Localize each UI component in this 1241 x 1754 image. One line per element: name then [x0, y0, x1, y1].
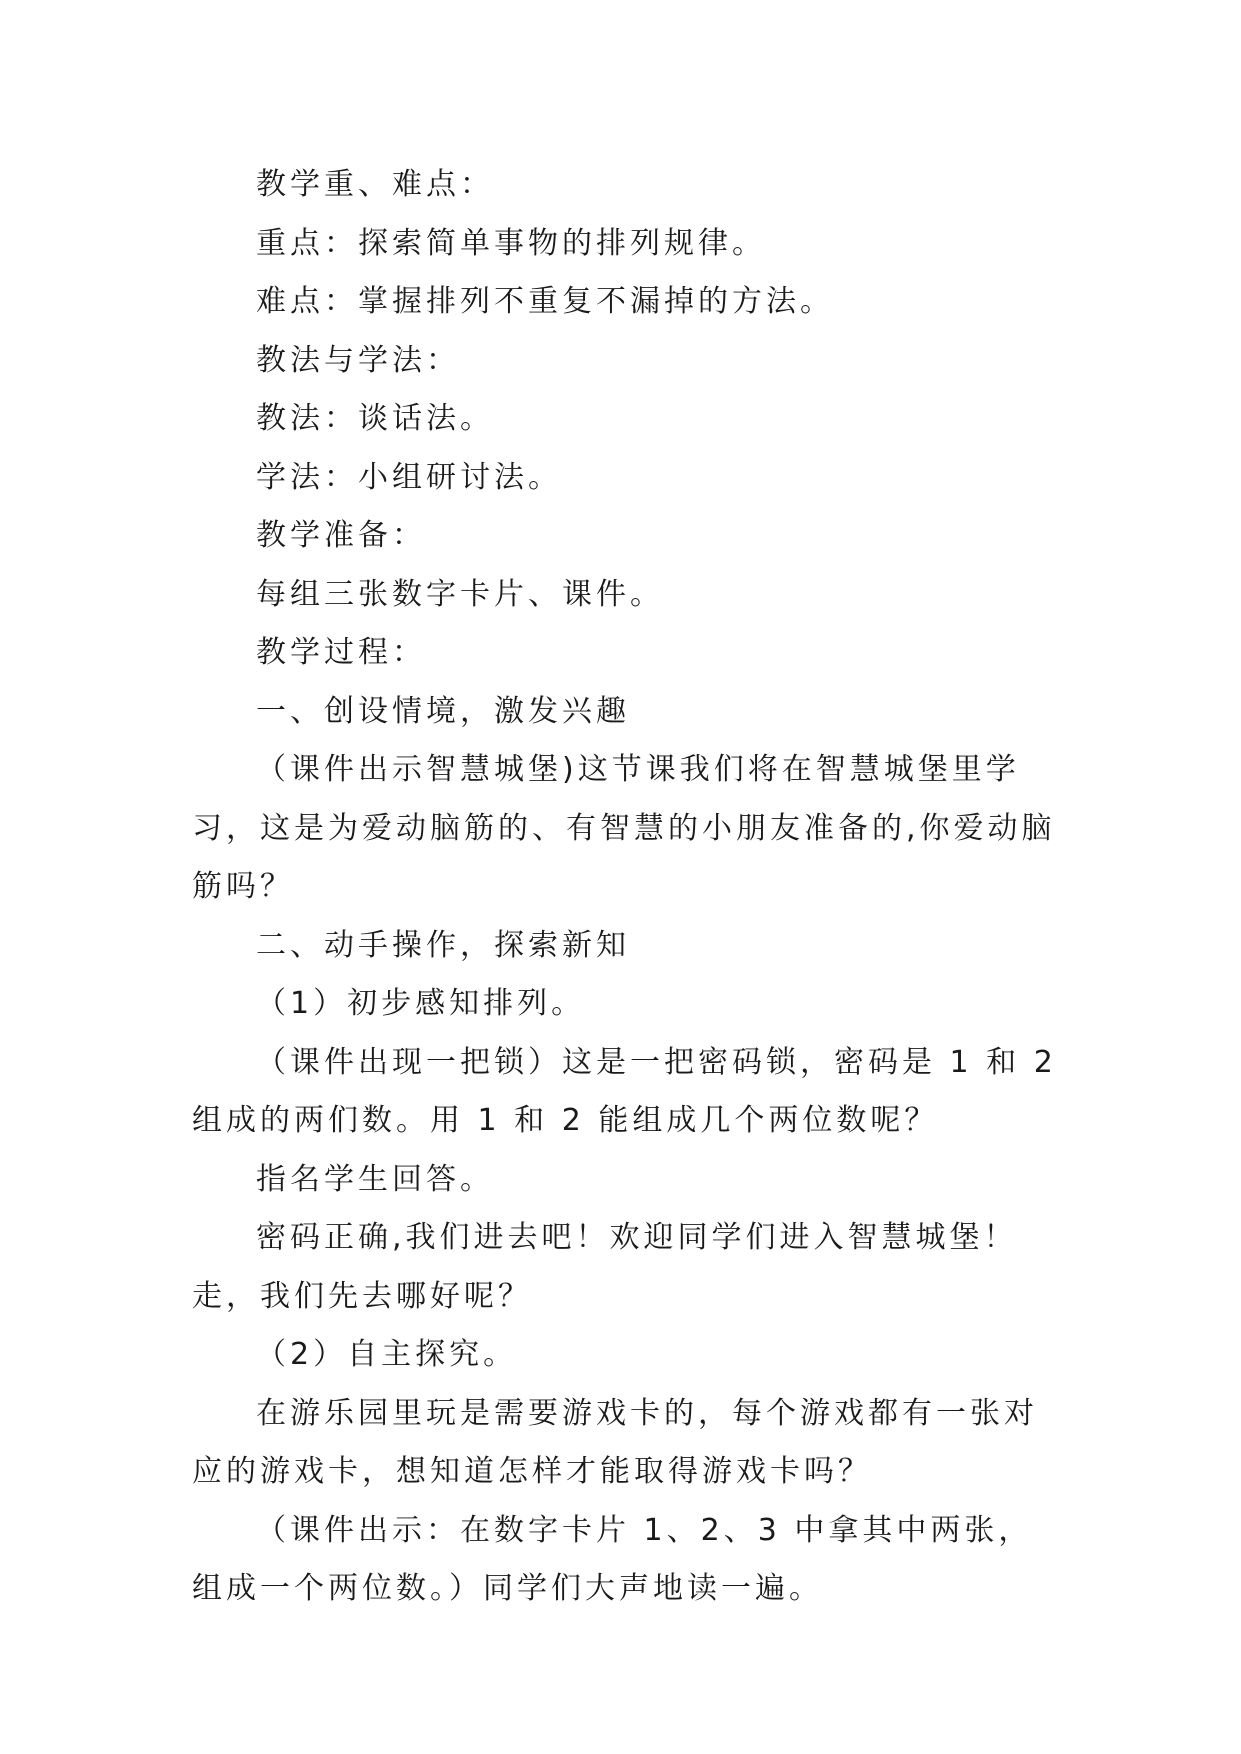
paragraph-number-cards: （课件出示：在数字卡片 1、2、3 中拿其中两张，组成一个两位数。）同学们大声地读一遍。	[192, 1512, 1033, 1606]
heading-preparation: 教学准备：	[256, 518, 426, 553]
section-heading-2: 二、动手操作，探索新知	[256, 927, 630, 963]
paragraph-learning-method: 学法：小组研讨法。	[256, 459, 562, 495]
document-body	[192, 156, 1062, 1619]
paragraph-difficulty: 难点：掌握排列不重复不漏掉的方法。	[256, 284, 834, 319]
subheading-2: （2）自主探究。	[256, 1337, 518, 1372]
paragraph-intro: （课件出示智慧城堡)这节课我们将在智慧城堡里学习，这是为爱动脑筋的、有智慧的小朋友准备的,你爱动脑筋吗？	[192, 752, 1056, 904]
paragraph-teaching-method: 教法：谈话法。	[256, 401, 494, 436]
paragraph-answer: 指名学生回答。	[256, 1161, 494, 1197]
heading-methods: 教法与学法：	[256, 342, 460, 378]
paragraph-preparation: 每组三张数字卡片、课件。	[256, 576, 664, 612]
paragraph-lock: （课件出现一把锁）这是一把密码锁，密码是 1 和 2 组成的两们数。用 1 和 2 能组成几个两位数呢？	[192, 1044, 1057, 1138]
section-heading-1: 一、创设情境，激发兴趣	[256, 693, 630, 729]
heading-key-points: 教学重、难点：	[256, 167, 494, 202]
paragraph-game-card: 在游乐园里玩是需要游戏卡的，每个游戏都有一张对应的游戏卡，想知道怎样才能取得游戏卡吗？	[192, 1395, 1038, 1489]
subheading-1: （1）初步感知排列。	[256, 986, 586, 1021]
heading-process: 教学过程：	[256, 635, 426, 670]
paragraph-key-point: 重点：探索简单事物的排列规律。	[256, 225, 766, 261]
paragraph-enter: 密码正确,我们进去吧！欢迎同学们进入智慧城堡！走，我们先去哪好呢？	[192, 1220, 1018, 1314]
